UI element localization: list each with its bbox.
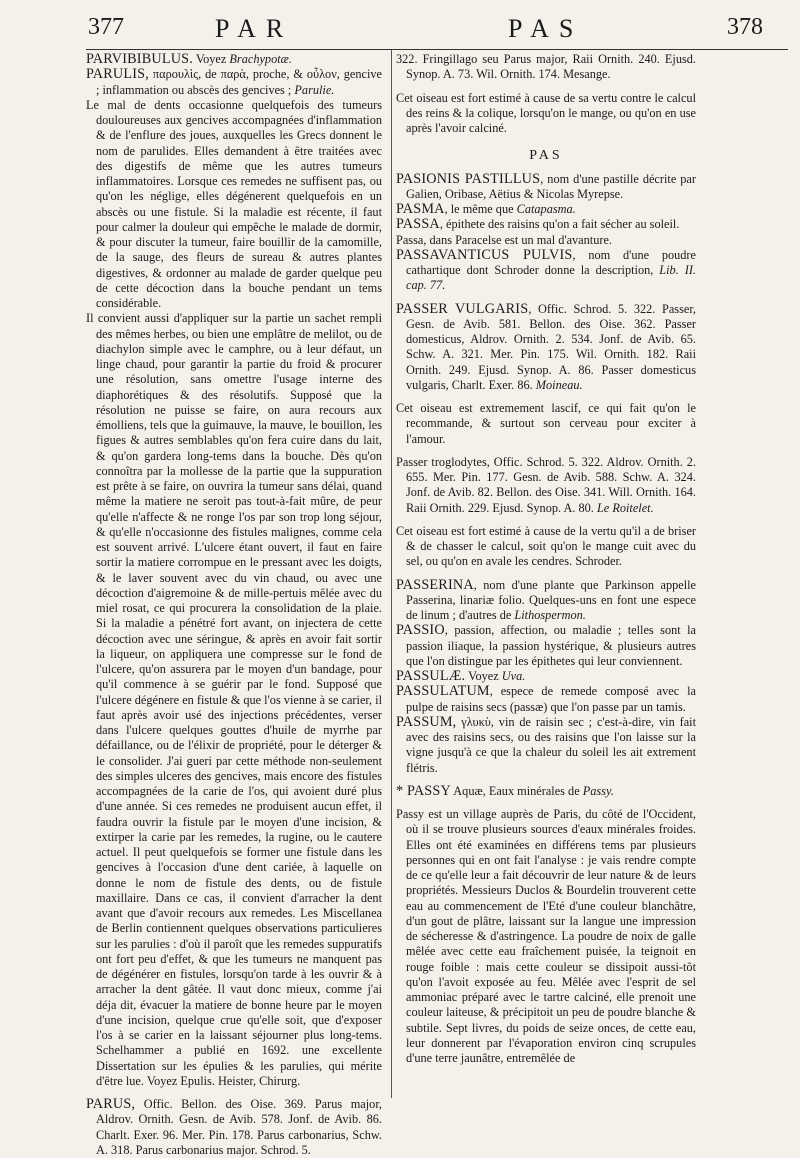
dictionary-entry (396, 684, 696, 715)
entry-text: , le même que (444, 202, 517, 216)
entry-text: παρουλὶς, de παρὰ, proche, & οὖλον, gencive ; inflammation ou abscès des gencives ; (96, 67, 382, 97)
entry-italic-ref: Brachypotæ. (229, 52, 292, 66)
entry-text: Passa, dans Paracelse est un mal d'avanture. (396, 232, 612, 247)
entry-headword: PASSIO (396, 622, 445, 639)
right-column (396, 52, 696, 1066)
entry-italic-ref: Moineau. (535, 377, 583, 392)
entry-headword: PARULIS, (86, 66, 149, 83)
section-heading: PAS (529, 148, 563, 164)
entry-text: Il convient aussi d'appliquer sur la partie un sachet rempli des mêmes herbes, ou bien une emplâtre de melilot, ou de diachylon simple avec le camphre, ou à leur défaut, un linge chaud, pour garantir la partie du froid & procurer une résolution, sans omettre l'usage interne des diaphorétiques & des résolutifs. Supposé que la résolution ne puisse se faire, on aura recours aux émolliens, tels que la guimauve, la mauve, le bouillon, les figues & autres semblables qu'on fera cuire dans du lait, & qu'on gardera long-tems dans la bouche. Dès qu'on connoîtra par la mollesse de la partie que la suppuration est prête à se faire, on ouvrira la tumeur sans délai, quand même la matiere ne seroit pas tout-à-fait mûre, de peur qu'elle n'affecte & ne ronge l'os par son trop long séjour, & qu'elle n'occasionne des fistules malignes, comme cela est souvent arrivé. L'ulcere étant ouvert, il faut en faire sortir la matiere corrompue en le pressant avec les doigts, & le laver souvent avec du vin chaud, ou avec une décoction d'aigremoine & de mille-pertuis mêlée avec du miel rosat, ce qui procurera la consolidation de la plaie. Si la maladie a pénétré fort avant, on injectera de cette décoction avec une séringue, & après en avoir fait sortir la liqueur, on appliquera une compresse sur le fond de l'ulcere, qu'on assurera par le moyen d'un bandage, pour qu'il commence à se guérir par le fond. Supposé que l'ulcere dégénere en fistule & que l'os vienne à se carier, il faut après avoir usé des injections précédentes, verser dans l'ulcere quelques gouttes d'huile de myrrhe par défaillance, ou de l'élixir de propriété, pour le déterger & le consolider. J'ai gueri par cette méthode non-seulement des simples ulceres des gencives, mais encore des fistules accompagnées de la carie de l'os, qui avoient duré plus d'une année. Si ces remedes ne produisent aucun effet, il faudra ouvrir la fistule par le moyen d'une incision, & extirper la carie par les remedes, la rugine, ou le cautere actuel. Il peut quelquefois se former une fistule dans les gencives à l'occasion d'une dent cariée, à laquelle on donne le nom de fistule des dents, ou de fistule maxillaire. Dans ce cas, il convient d'arracher la dent avant que d'avoir recours aux remedes. Les Miscellanea de Berlin contiennent quelques observations particulieres sur les parulies : d'où il paroît que les remedes suppuratifs ont fort peu d'effet, & que les tumeurs ne manquent pas de dégénérer en fistules, lorsqu'on tarde à les ouvrir & à arracher la dent gâtée. Il vaut donc mieux, comme j'ai déja dit, évacuer la matiere de bonne heure par le moyen d'une incision, quelque crue qu'elle soit, que d'exposer l'os à se carier en la laissant séjourner plus long-tems. Schelhammer a publié en 1692. une excellente Dissertation sur les épulies & les parulies, qui mérite d'être lue. Voyez Epulis. Heister, Chirurg. (86, 311, 382, 1088)
entry-headword: PASSA (396, 216, 440, 233)
entry-text: Passer troglodytes, Offic. Schrod. 5. 322. Aldrov. Ornith. 2. 655. Mer. Pin. 177. Gesn. de Avib. 588. Schw. A. 324. Jonf. de Avib. 82. Bellon. des Oise. 341. Will. Ornith. 164. Raii Ornith. 229. Ejusd. Synop. A. 80. (396, 454, 696, 515)
entry-headword: PASSUM, (396, 713, 457, 730)
entry-text: , nom d'une plante que Parkinson appelle Passerina, linariæ folio. Quelques-uns en font une espece de linum ; d'autres de (406, 577, 696, 622)
dictionary-entry (396, 807, 696, 1066)
dictionary-entry (396, 172, 696, 203)
entry-headword: PARUS, (86, 1096, 136, 1112)
entry-italic-ref: Le Roitelet. (596, 500, 654, 515)
dictionary-entry (396, 669, 696, 684)
entry-italic-ref: Catapasma. (516, 202, 576, 216)
entry-italic-ref: Parulie. (294, 82, 335, 97)
entry-headword: PASIONIS PASTILLUS (396, 170, 541, 187)
right-running-head: PAS (508, 14, 584, 43)
entry-text: Cet oiseau est extremement lascif, ce qui fait qu'on le recommande, & surtout son cerveau pour exciter à l'amour. (396, 401, 696, 446)
entry-text: Voyez (192, 52, 230, 66)
entry-text: , Offic. Schrod. 5. 322. Passer, Gesn. de Avib. 581. Bellon. des Oise. 362. Passer domesticus, Aldrov. Ornith. 2. 534. Jonf. de Avib. 65. Schw. A. 321. Mer. Pin. 175. Wil. Ornith. 182. Raii Ornith. 249. Ejusd. Synop. A. 86. Passer domesticus vulgaris, Charlt. Exer. 86. (406, 301, 696, 392)
dictionary-entry (396, 401, 696, 447)
entry-headword: PASSAVANTICUS PULVIS (396, 246, 573, 263)
dictionary-entry (396, 302, 696, 394)
dictionary-entry (86, 67, 382, 98)
right-page-number: 378 (727, 14, 763, 40)
entry-text: , nom d'une pastille décrite par Galien, Oribase, Aëtius & Nicolas Myrepse. (406, 171, 696, 201)
entry-text: Cet oiseau est fort estimé à cause de la vertu qu'il a de briser & de chasser le calcul, soit qu'on le mange cuit avec du sel, ou qu'on en avale les cendres. Schroder. (396, 523, 696, 569)
entry-italic-ref: Uva. (501, 669, 526, 683)
entry-text: , espece de remede composé avec la pulpe de raisins secs (passæ) que l'on passe par un tamis. (406, 684, 696, 714)
dictionary-entry (86, 311, 382, 1089)
entry-text: γλυκὺ, vin de raisin sec ; c'est-à-dire, vin fait avec des raisins secs, ou des raisins que l'on laisse sur la vigne jusqu'à ce que la chaleur du soleil les ait extrement flétris. (406, 714, 696, 775)
left-page-number: 377 (88, 14, 124, 40)
dictionary-entry (396, 623, 696, 669)
dictionary-entry (396, 524, 696, 570)
dictionary-entry (86, 52, 382, 67)
entry-headword: PASSULATUM (396, 683, 490, 700)
entry-headword: PASSERINA (396, 576, 474, 593)
entry-text: 322. Fringillago seu Parus major, Raii Ornith. 240. Ejusd. Synop. A. 73. Wil. Ornith. 174. Mesange. (396, 52, 696, 82)
entry-text: , passion, affection, ou maladie ; telles sont la passion iliaque, la passion hystérique, & plusieurs autres que l'on distingue par les épithetes qui leur conviennent. (406, 623, 696, 668)
dictionary-entry (396, 715, 696, 776)
entry-headword: * PASSY (396, 782, 451, 799)
entry-text: Passy est un village auprès de Paris, du côté de l'Occident, où il se trouve plusieurs sources d'eaux minérales froides. Elles ont été examinées en différens tems par plusieurs personnes qui en ont fait l'analyse : je vais rendre compte de ce qu'elle leur a fait découvrir de leur nature & de leurs propriétés. Messieurs Duclos & Bourdelin trouverent cette eau au commencement de l'Eté d'une couleur blanchâtre, d'un gout de plâtre, laissant sur la langue une impression de sécheresse & d'astringence. La poudre de noix de galle mêlée avec cette eau fraîchement puisée, la teignoit en rouge foible : mais cette couleur se dissipoit aussi-tôt qu'on l'avoit exposée au feu. Mêlée avec l'esprit de sel ammoniac préparé avec le tartre calciné, elle prenoit une couleur laiteuse, & précipitoit un peu de poudre blanche & subtile. Sept livres, du poids de seize onces, de cette eau, leur donnerent par l'évaporation environ cinq scrupules d'une terre jaunâtre, entremêlée de (396, 807, 696, 1065)
dictionary-entry (396, 217, 696, 232)
dictionary-entry (396, 52, 696, 83)
entry-text: , épithete des raisins qu'on a fait sécher au soleil. (439, 217, 680, 232)
entry-headword: PARVIBIBULUS. (86, 51, 193, 67)
dictionary-entry (396, 784, 696, 799)
dictionary-entry (396, 248, 696, 294)
entry-italic-ref: Lib. II. cap. 77. (406, 263, 696, 293)
entry-text: Le mal de dents occasionne quelquefois des tumeurs douloureuses aux gencives accompagnées d'inflammation & de l'enflure des joues, auxquelles les Grecs donnent le nom de parulides. Elles demandent à être traitées avec des digestifs de même que les autres tumeurs inflammatoires. Lorsque ces remedes ne suffisent pas, ou qu'on les néglige, elles dégénerent quelquefois en un abscès ou une fistule. Si la maladie est récente, il faut pour calmer la douleur qui empêche le malade de dormir, & pour discuter la tumeur, faire bouillir de la camomille, de la sauge, des fleurs de sureau & autres plantes digestives, & ordonner au malade de garder quelque peu de cette décoction dans la bouche pendant un tems considérable. (86, 97, 382, 310)
left-column (86, 52, 382, 1158)
column-divider (391, 50, 392, 1098)
entry-text: Offic. Bellon. des Oise. 369. Parus major, Aldrov. Ornith. Gesn. de Avib. 578. Jonf. de Avib. 86. Charlt. Exer. 96. Mer. Pin. 178. Parus carbonarius, Schw. A. 318. Parus carbonarius major. Schrod. 5. (96, 1097, 382, 1157)
entry-italic-ref: Lithospermon. (514, 608, 586, 622)
left-running-head: PAR (215, 14, 294, 43)
entry-headword: PASSULÆ. (396, 668, 466, 684)
entry-text: , nom d'une poudre cathartique dont Schroder donne la description, (406, 247, 696, 277)
dictionary-entry (86, 98, 382, 312)
entry-headword: PASMA (396, 201, 445, 217)
header-rule (86, 49, 788, 50)
entry-text: Cet oiseau est fort estimé à cause de sa vertu contre le calcul des reins & la colique, lorsqu'on le mange, ou qu'on en use après l'avoir calciné. (396, 90, 696, 135)
dictionary-entry (396, 578, 696, 624)
dictionary-entry (396, 91, 696, 137)
dictionary-entry (86, 1097, 382, 1158)
dictionary-entry (396, 455, 696, 516)
entry-headword: PASSER VULGARIS (396, 300, 529, 317)
dictionary-entry (396, 202, 696, 217)
dictionary-entry (396, 233, 696, 248)
entry-italic-ref: Passy. (582, 783, 614, 798)
entry-text: Voyez (465, 669, 502, 683)
entry-text: Aquæ, Eaux minérales de (450, 783, 583, 798)
